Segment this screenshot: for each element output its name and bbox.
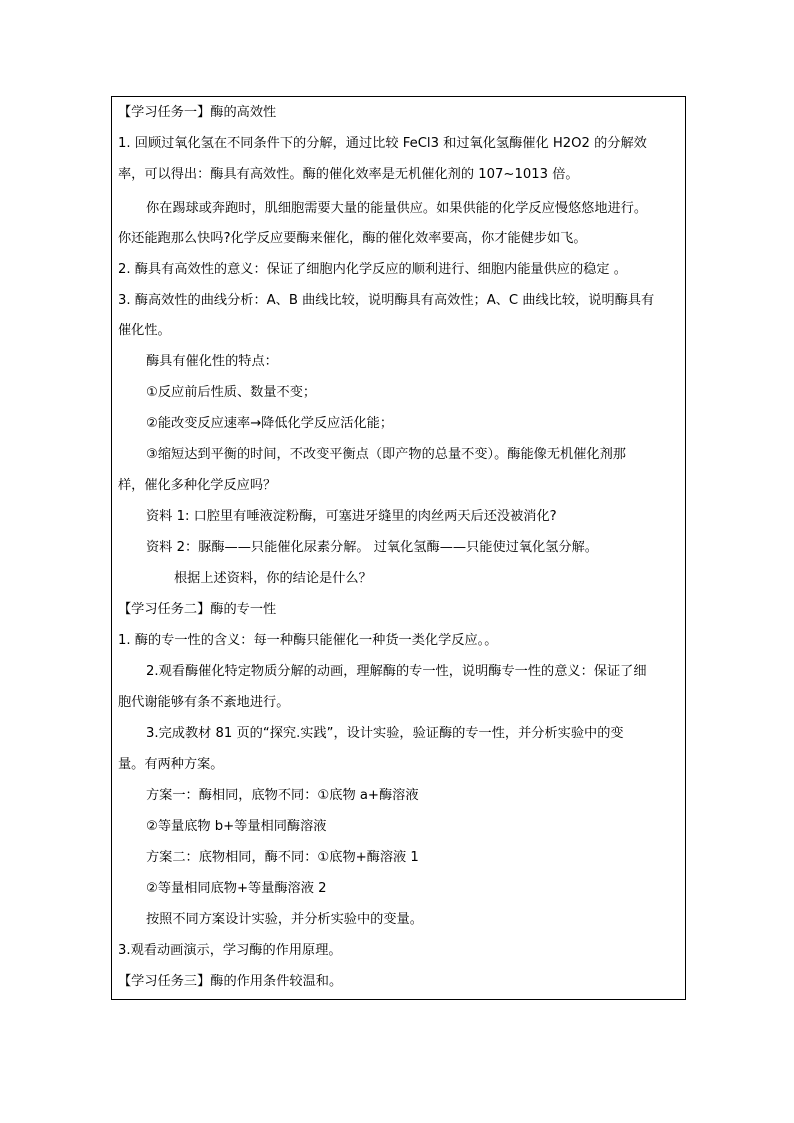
paragraph-line: 胞代谢能够有条不紊地进行。 — [118, 695, 290, 710]
paragraph-line: 3.完成教材 81 页的“探究.实践”，设计实验，验证酶的专一性，并分析实验中的变 — [146, 726, 624, 741]
paragraph-line: 2. 酶具有高效性的意义：保证了细胞内化学反应的顺利进行、细胞内能量供应的稳定 。 — [118, 262, 627, 277]
plan-2-item: ②等量相同底物+等量酶溶液 2 — [146, 881, 327, 896]
plan-1: 方案一：酶相同，底物不同：①底物 a+酶溶液 — [146, 788, 419, 803]
task1-heading: 【学习任务一】酶的高效性 — [118, 105, 277, 120]
task3-heading: 【学习任务三】酶的作用条件较温和。 — [118, 974, 343, 989]
paragraph-line: 你还能跑那么快吗?化学反应要酶来催化，酶的催化效率要高，你才能健步如飞。 — [118, 231, 587, 246]
paragraph-line: 量。有两种方案。 — [118, 757, 224, 772]
task2-heading: 【学习任务二】酶的专一性 — [118, 602, 277, 617]
plan-1-item: ②等量底物 b+等量相同酶溶液 — [146, 819, 327, 834]
paragraph-line: 酶具有催化性的特点： — [146, 354, 278, 369]
plan-2: 方案二：底物相同，酶不同：①底物+酶溶液 1 — [146, 850, 419, 865]
material-1: 资料 1: 口腔里有唾液淀粉酶，可塞进牙缝里的肉丝两天后还没被消化? — [146, 509, 557, 524]
paragraph-line: 3.观看动画演示，学习酶的作用原理。 — [118, 943, 342, 958]
material-2: 资料 2：脲酶——只能催化尿素分解。 过氧化氢酶——只能使过氧化氢分解。 — [146, 540, 598, 555]
paragraph-line: 按照不同方案设计实验，并分析实验中的变量。 — [146, 912, 423, 927]
list-item: ②能改变反应速率→降低化学反应活化能； — [146, 416, 394, 431]
list-item: ①反应前后性质、数量不变； — [146, 385, 317, 400]
paragraph-line: 根据上述资料，你的结论是什么？ — [174, 571, 372, 586]
list-item: ③缩短达到平衡的时间，不改变平衡点（即产物的总量不变）。酶能像无机催化剂那 — [146, 447, 626, 462]
paragraph-line: 2.观看酶催化特定物质分解的动画，理解酶的专一性，说明酶专一性的意义：保证了细 — [146, 664, 647, 679]
paragraph-line: 1. 回顾过氧化氢在不同条件下的分解，通过比较 FeCl3 和过氧化氢酶催化 H2O2 的分解效 — [118, 136, 647, 151]
paragraph-line: 3. 酶高效性的曲线分析：A、B 曲线比较，说明酶具有高效性；A、C 曲线比较，说明酶具有 — [118, 293, 655, 308]
paragraph-line: 样，催化多种化学反应吗？ — [118, 478, 277, 493]
paragraph-line: 率，可以得出：酶具有高效性。酶的催化效率是无机催化剂的 107~1013 倍。 — [118, 167, 579, 182]
paragraph-line: 催化性。 — [118, 323, 171, 338]
paragraph-line: 你在踢球或奔跑时，肌细胞需要大量的能量供应。如果供能的化学反应慢悠悠地进行。 — [146, 201, 648, 216]
paragraph-line: 1. 酶的专一性的含义：每一种酶只能催化一种货一类化学反应。。 — [118, 633, 498, 648]
